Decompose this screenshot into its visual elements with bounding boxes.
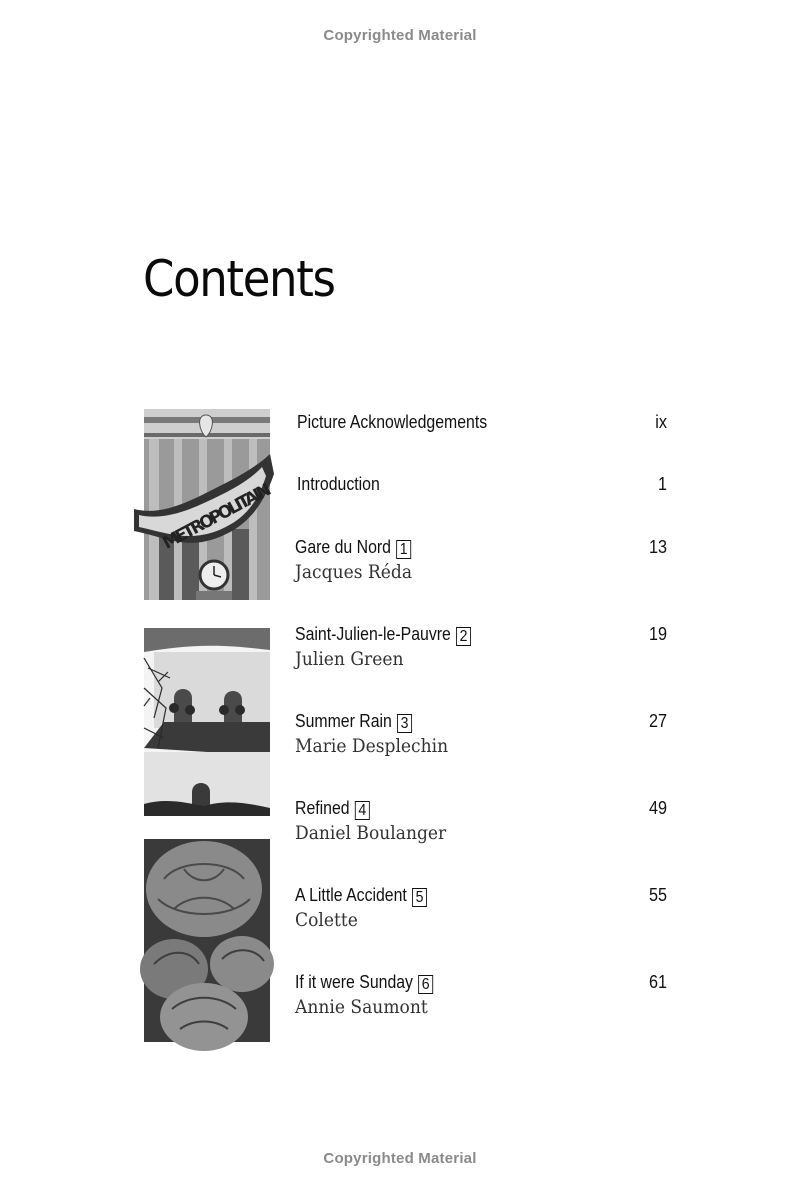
toc-title-wrap <box>295 624 471 645</box>
toc-page-number: 27 <box>648 711 667 731</box>
toc-entry-acknowledgements[interactable] <box>0 412 800 472</box>
toc-author: Colette <box>295 909 358 931</box>
story-number-box: 2 <box>456 627 471 646</box>
toc-page-number: 19 <box>648 624 667 644</box>
toc-entry-summer-rain[interactable] <box>0 711 800 771</box>
toc-author: Jacques Réda <box>295 561 413 583</box>
toc-title: If it were Sunday <box>295 972 413 992</box>
toc-title: Picture Acknowledgements <box>297 412 488 432</box>
toc-entry-introduction[interactable] <box>0 474 800 534</box>
toc-entry-little-accident[interactable] <box>0 885 800 945</box>
toc-page-number: ix <box>655 412 667 432</box>
story-number-box: 5 <box>412 888 427 907</box>
toc-title: Saint-Julien-le-Pauvre <box>295 624 451 644</box>
toc-title-wrap <box>295 711 412 732</box>
watermark-bottom: Copyrighted Material <box>323 1150 477 1167</box>
toc-title-wrap <box>295 537 411 558</box>
story-number-box: 3 <box>397 714 412 733</box>
toc-title-wrap <box>295 885 427 906</box>
toc-title: Refined <box>295 798 350 818</box>
toc-entry-saint-julien[interactable] <box>0 624 800 684</box>
story-number-box: 1 <box>396 540 411 559</box>
toc-title-wrap <box>295 798 370 819</box>
page-title: Contents <box>143 250 335 308</box>
toc-title: Summer Rain <box>295 711 392 731</box>
toc-entry-gare-du-nord[interactable] <box>0 537 800 597</box>
toc-title: Introduction <box>297 474 380 494</box>
toc-author: Daniel Boulanger <box>295 822 447 844</box>
toc-page-number: 55 <box>648 885 667 905</box>
toc-author: Marie Desplechin <box>295 735 449 757</box>
metro-sign-text: METROPOLITAIN <box>159 479 275 554</box>
toc-title-wrap <box>295 972 433 993</box>
toc-entry-refined[interactable] <box>0 798 800 858</box>
toc-page-number: 13 <box>648 537 667 557</box>
toc-title: A Little Accident <box>295 885 407 905</box>
toc-author: Annie Saumont <box>295 996 428 1018</box>
toc-title: Gare du Nord <box>295 537 391 557</box>
story-number-box: 6 <box>418 975 433 994</box>
toc-page-number: 49 <box>648 798 667 818</box>
watermark-top: Copyrighted Material <box>323 27 477 44</box>
toc-author: Julien Green <box>295 648 404 670</box>
story-number-box: 4 <box>355 801 370 820</box>
toc-entry-if-it-were-sunday[interactable] <box>0 972 800 1032</box>
toc-page-number: 61 <box>648 972 667 992</box>
toc-page-number: 1 <box>657 474 667 494</box>
